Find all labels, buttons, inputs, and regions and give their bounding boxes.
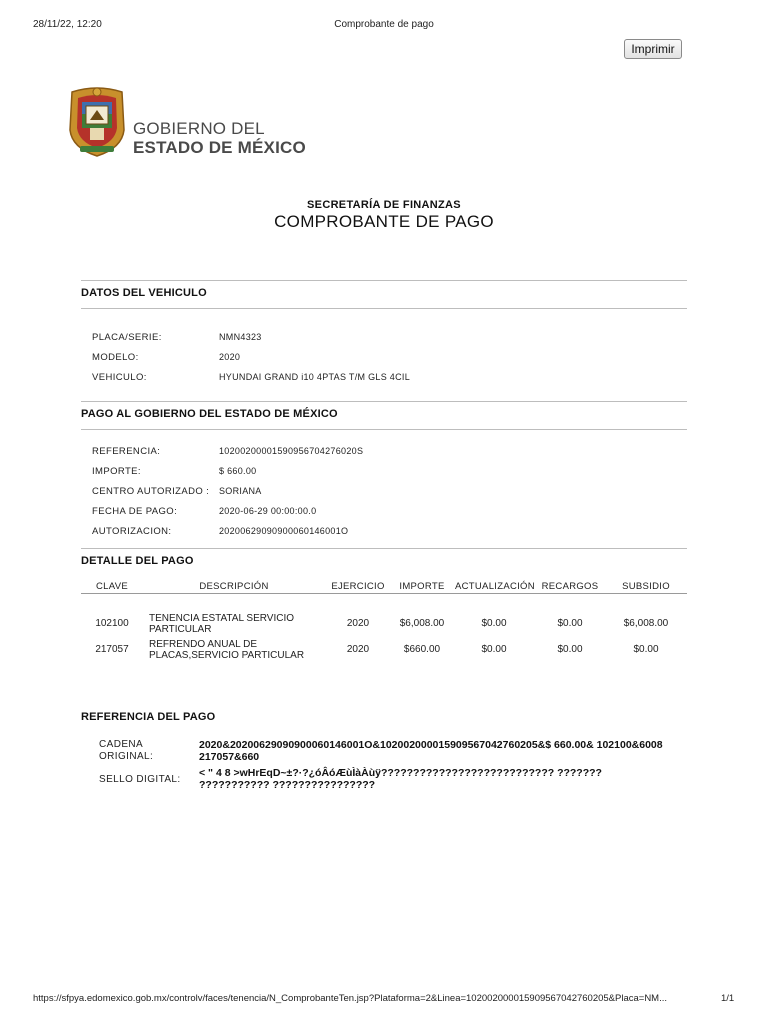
state-coat-of-arms-logo — [66, 86, 128, 163]
cell-descripcion: TENENCIA ESTATAL SERVICIO PARTICULAR — [149, 612, 295, 635]
footer-page-number: 1/1 — [721, 993, 735, 1004]
table-row — [81, 637, 687, 663]
column-header: ACTUALIZACIÓN — [455, 580, 535, 592]
reference-section-title: REFERENCIA DEL PAGO — [81, 711, 216, 723]
column-header: SUBSIDIO — [605, 579, 687, 594]
table-header-row — [81, 579, 687, 594]
field-value-referencia: 10200200001590956704276020S — [219, 446, 364, 456]
payment-section-title: PAGO AL GOBIERNO DEL ESTADO DE MÉXICO — [81, 408, 338, 420]
print-page-title: Comprobante de pago — [334, 19, 434, 30]
print-datetime: 28/11/22, 12:20 — [33, 19, 102, 30]
table-row — [81, 611, 687, 637]
field-label: FECHA DE PAGO: — [92, 506, 178, 517]
field-value-fecha: 2020-06-29 00:00:00.0 — [219, 506, 317, 516]
cell-recargos: $0.00 — [557, 644, 583, 655]
column-header: DESCRIPCIÓN — [143, 579, 325, 594]
cell-subsidio: $6,008.00 — [623, 618, 669, 629]
logo-line-1: GOBIERNO DEL — [133, 119, 265, 138]
column-header: RECARGOS — [535, 579, 605, 594]
cell-clave: 102100 — [95, 618, 129, 629]
cell-recargos: $0.00 — [557, 618, 583, 629]
page-title: COMPROBANTE DE PAGO — [274, 212, 494, 231]
divider — [81, 429, 687, 430]
payment-detail-table — [81, 579, 687, 663]
logo-line-2: ESTADO DE MÉXICO — [133, 138, 306, 157]
field-label: PLACA/SERIE: — [92, 332, 162, 343]
vehicle-section-title: DATOS DEL VEHICULO — [81, 287, 207, 299]
cell-actualizacion: $0.00 — [481, 644, 507, 655]
print-button[interactable]: Imprimir — [624, 39, 682, 59]
column-header: CLAVE — [81, 579, 143, 594]
cell-descripcion: REFRENDO ANUAL DE PLACAS,SERVICIO PARTICULAR — [149, 638, 305, 661]
field-value-centro: SORIANA — [219, 486, 262, 496]
cell-importe: $660.00 — [403, 644, 441, 655]
cell-subsidio: $0.00 — [633, 644, 659, 655]
divider — [81, 280, 687, 281]
sello-label: SELLO DIGITAL: — [99, 774, 181, 785]
cell-ejercicio: 2020 — [346, 618, 370, 629]
field-label: VEHICULO: — [92, 372, 147, 383]
column-header: IMPORTE — [391, 579, 453, 594]
field-value-vehiculo: HYUNDAI GRAND i10 4PTAS T/M GLS 4CIL — [219, 372, 411, 382]
cadena-value: 2020&20200629090900060146001O&102002000015909567042760205&$ 660.00& 102100&6008 217057&660 — [199, 739, 663, 763]
secretaria-heading: SECRETARÍA DE FINANZAS — [307, 199, 461, 211]
field-value-placa: NMN4323 — [219, 332, 262, 342]
divider — [81, 401, 687, 402]
divider — [81, 548, 687, 549]
sello-value: < " 4 8 >wHrEqD~±?·?¿óÂóÆùÌàÀùÿ??????????????????????????? ??????? ??????????? ???????????????? — [199, 767, 602, 791]
field-value-importe: $ 660.00 — [219, 466, 257, 476]
cell-actualizacion: $0.00 — [481, 618, 507, 629]
cell-clave: 217057 — [95, 644, 129, 655]
field-label: AUTORIZACION: — [92, 526, 172, 537]
footer-url: https://sfpya.edomexico.gob.mx/controlv/faces/tenencia/N_ComprobanteTen.jsp?Plataforma=2&Linea=102002000015909567042760205&Placa=NM... — [33, 993, 668, 1004]
field-label: REFERENCIA: — [92, 446, 161, 457]
cell-ejercicio: 2020 — [346, 644, 370, 655]
field-label: IMPORTE: — [92, 466, 141, 477]
divider — [81, 308, 687, 309]
field-value-autorizacion: 20200629090900060146001O — [219, 526, 349, 536]
column-header: EJERCICIO — [325, 579, 391, 594]
cell-importe: $6,008.00 — [399, 618, 445, 629]
detail-section-title: DETALLE DEL PAGO — [81, 555, 194, 567]
field-label: CENTRO AUTORIZADO : — [92, 486, 210, 497]
field-label: MODELO: — [92, 352, 139, 363]
cadena-label: CADENA ORIGINAL: — [99, 739, 154, 762]
field-value-modelo: 2020 — [219, 352, 241, 362]
